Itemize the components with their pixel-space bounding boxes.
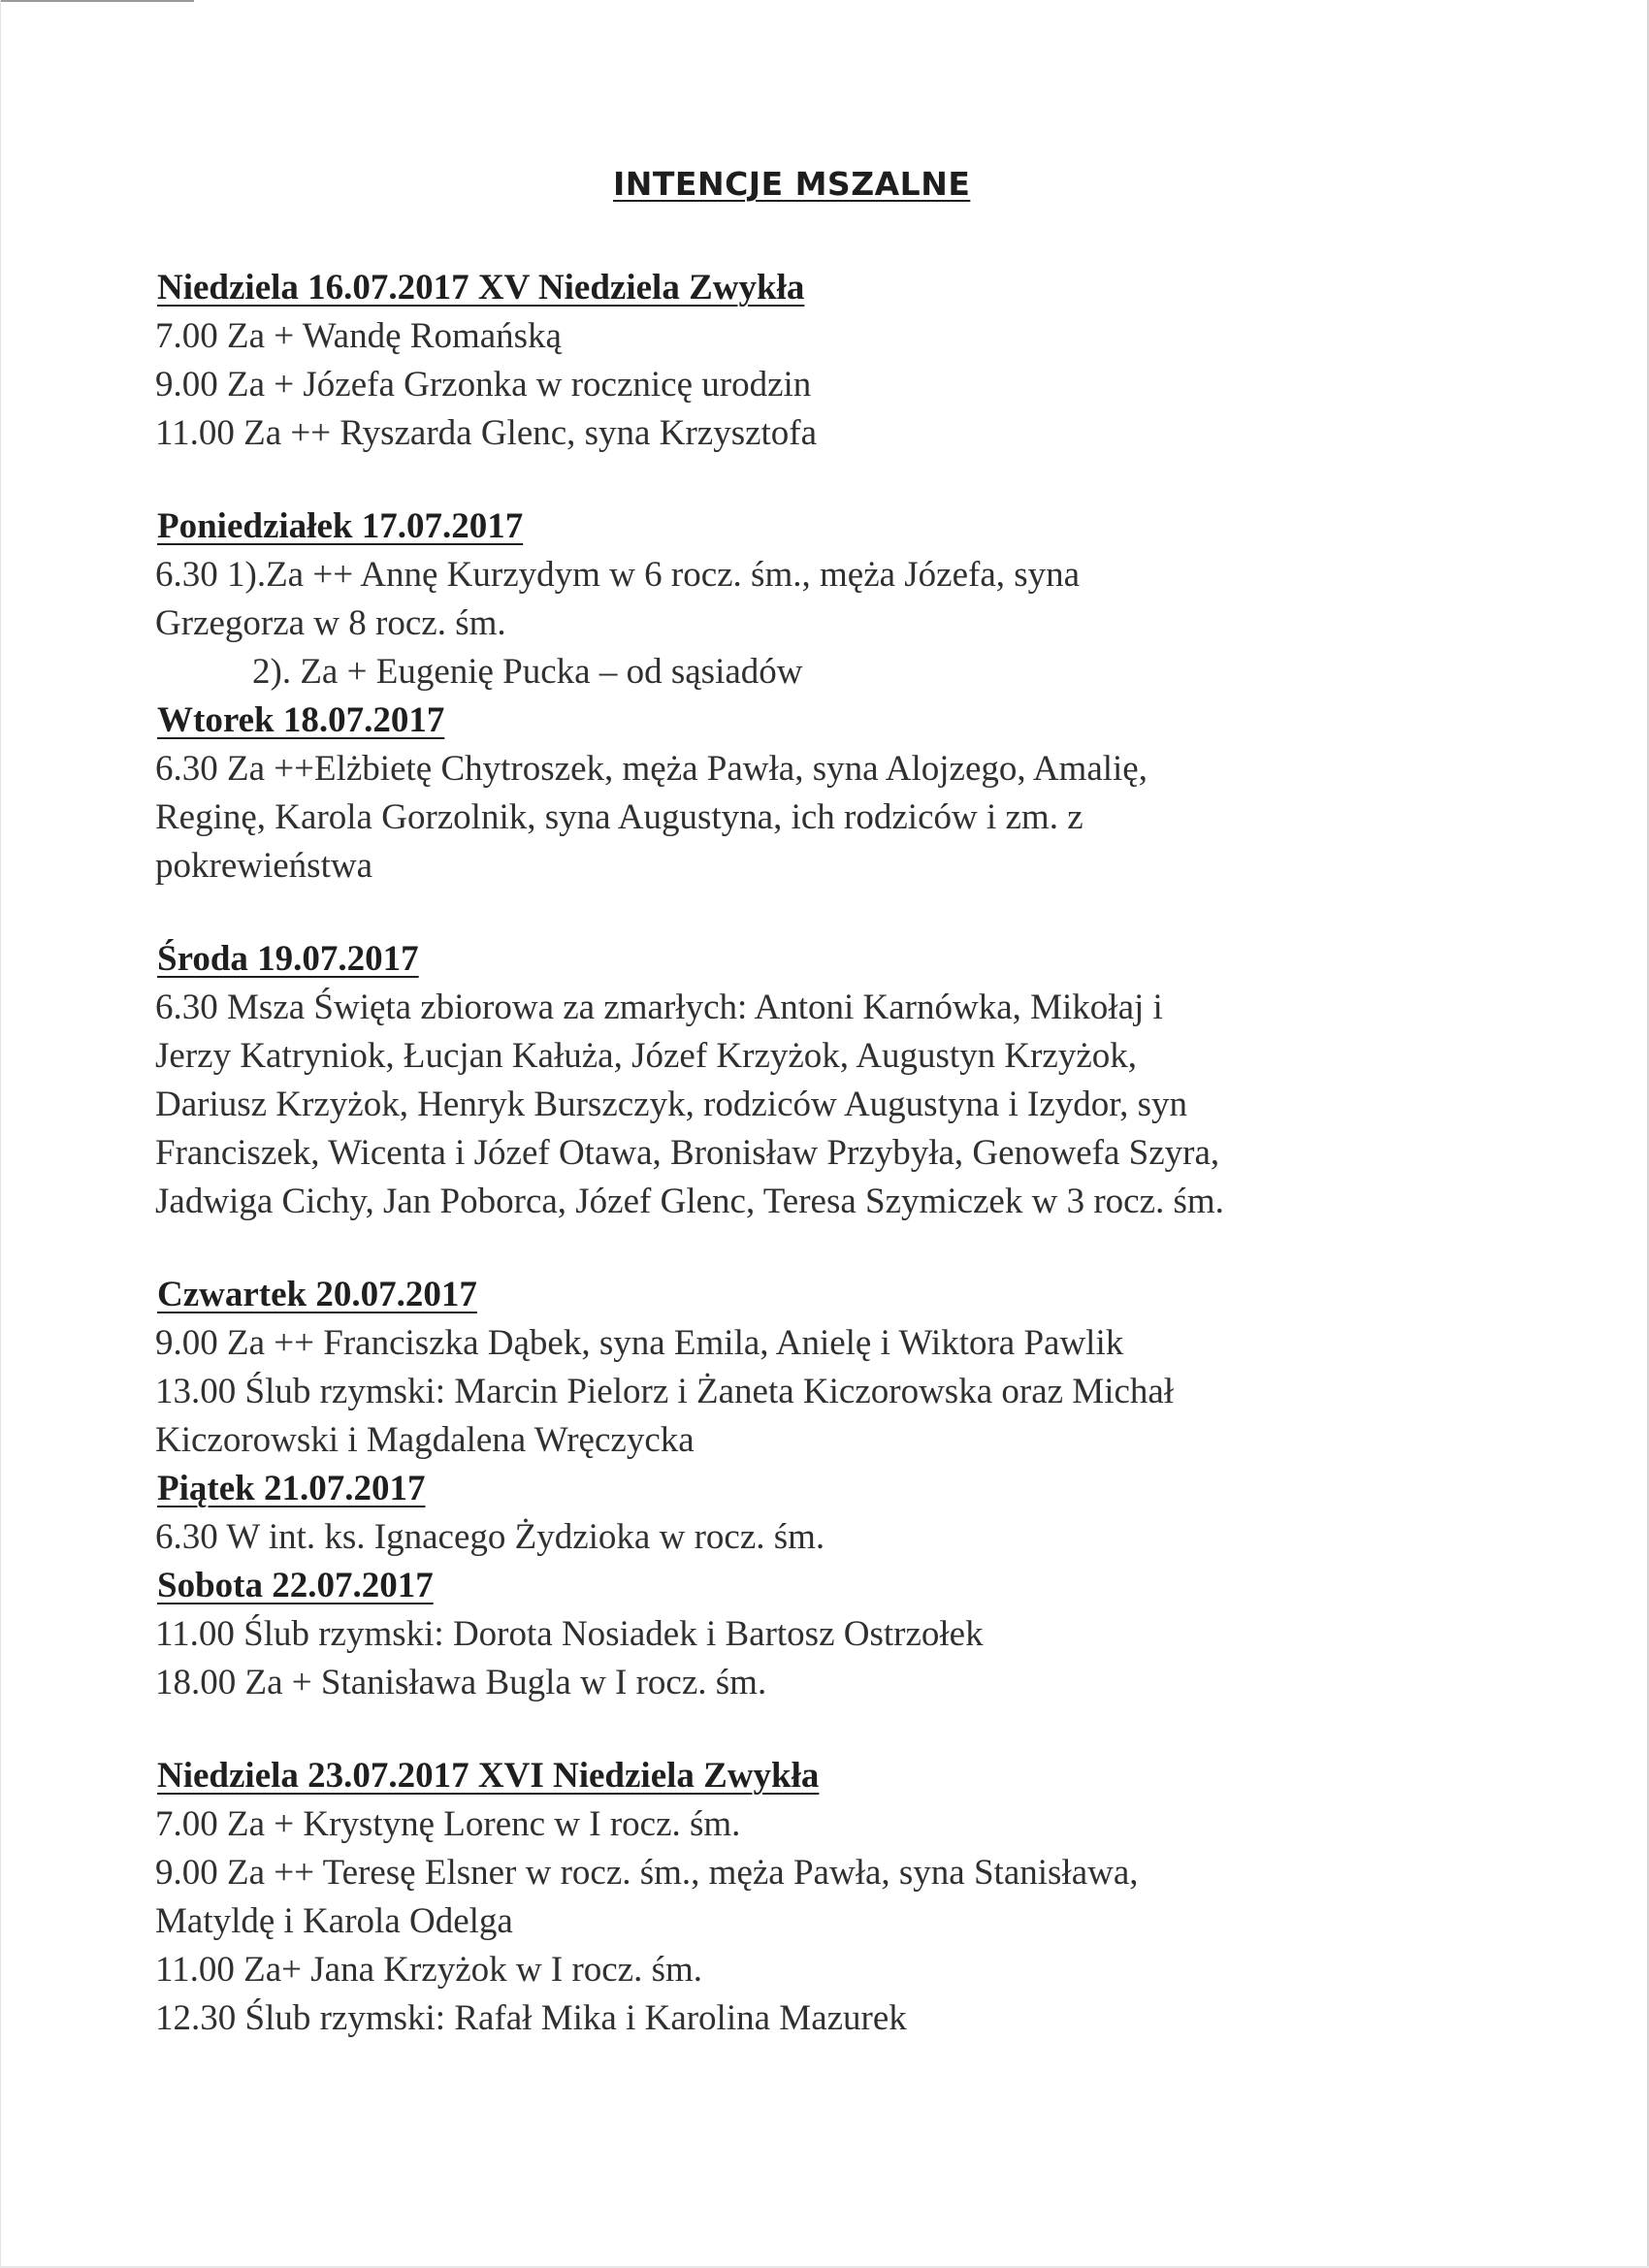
day-heading xyxy=(155,935,1610,984)
intention-line: Grzegorza w 8 rocz. śm. xyxy=(155,603,506,643)
intention-line: 18.00 Za + Stanisława Bugla w I rocz. śm. xyxy=(155,1663,767,1702)
intention-line: 6.30 Za ++Elżbietę Chytroszek, męża Pawła, syna Alojzego, Amalię, xyxy=(155,749,1148,789)
intention-line: 6.30 Msza Święta zbiorowa za zmarłych: Antoni Karnówka, Mikołaj i xyxy=(155,988,1163,1027)
day-heading-text: Środa 19.07.2017 xyxy=(157,939,419,979)
day-heading-text: Piątek 21.07.2017 xyxy=(157,1469,426,1508)
intention-line: 7.00 Za + Krystynę Lorenc w I rocz. śm. xyxy=(155,1804,741,1844)
day-heading-text: Wtorek 18.07.2017 xyxy=(157,700,445,740)
section-spacer xyxy=(155,1707,1610,1752)
day-section-saturday xyxy=(155,1562,1610,1707)
day-section-thursday xyxy=(155,1271,1610,1465)
intention-line: Franciszek, Wicenta i Józef Otawa, Bronisław Przybyła, Genowefa Szyra, xyxy=(155,1133,1220,1173)
intention-line: 9.00 Za ++ Franciszka Dąbek, syna Emila, Anielę i Wiktora Pawlik xyxy=(155,1323,1124,1363)
day-heading xyxy=(155,1562,1610,1610)
intention-line: Reginę, Karola Gorzolnik, syna Augustyna, ich rodziców i zm. z xyxy=(155,797,1083,837)
intention-line: Jadwiga Cichy, Jan Poborca, Józef Glenc, Teresa Szymiczek w 3 rocz. śm. xyxy=(155,1182,1224,1221)
intention-line: pokrewieństwa xyxy=(155,846,372,886)
intention-line: 6.30 W int. ks. Ignacego Żydzioka w rocz. śm. xyxy=(155,1517,825,1557)
day-heading xyxy=(155,697,1610,745)
intention-line: 9.00 Za ++ Teresę Elsner w rocz. śm., męża Pawła, syna Stanisława, xyxy=(155,1853,1139,1893)
intention-line: Jerzy Katryniok, Łucjan Kałuża, Józef Krzyżok, Augustyn Krzyżok, xyxy=(155,1036,1138,1076)
intention-line: 9.00 Za + Józefa Grzonka w rocznicę urodzin xyxy=(155,365,812,405)
day-heading-text: Sobota 22.07.2017 xyxy=(157,1566,434,1605)
section-spacer xyxy=(155,458,1610,502)
day-section-sunday-16 xyxy=(155,264,1610,458)
intentions-list xyxy=(155,264,1610,2043)
day-section-friday xyxy=(155,1465,1610,1562)
day-section-tuesday xyxy=(155,697,1610,891)
day-heading xyxy=(155,502,1610,551)
day-section-sunday-23 xyxy=(155,1752,1610,2043)
intention-line: Dariusz Krzyżok, Henryk Burszczyk, rodziców Augustyna i Izydor, syn xyxy=(155,1085,1188,1124)
day-section-monday xyxy=(155,502,1610,697)
intention-line: Kiczorowski i Magdalena Wręczycka xyxy=(155,1420,695,1460)
section-spacer xyxy=(155,891,1610,935)
day-heading-text: Niedziela 23.07.2017 XVI Niedziela Zwykła xyxy=(157,1756,820,1796)
day-heading-text: Czwartek 20.07.2017 xyxy=(157,1275,477,1314)
intention-line: 12.30 Ślub rzymski: Rafał Mika i Karolina Mazurek xyxy=(155,1998,907,2038)
scan-edge-left xyxy=(0,0,1,2268)
day-heading xyxy=(155,1465,1610,1513)
day-heading xyxy=(155,264,1610,312)
section-spacer xyxy=(155,1226,1610,1271)
day-section-wednesday xyxy=(155,935,1610,1226)
intention-line: 11.00 Za+ Jana Krzyżok w I rocz. śm. xyxy=(155,1950,703,1990)
intention-line: Matyldę i Karola Odelga xyxy=(155,1901,513,1941)
intention-line: 11.00 Ślub rzymski: Dorota Nosiadek i Bartosz Ostrzołek xyxy=(155,1614,984,1654)
intention-line: 2). Za + Eugenię Pucka – od sąsiadów xyxy=(252,652,803,692)
scan-edge-top xyxy=(0,0,194,2)
intention-line: 6.30 1).Za ++ Annę Kurzydym w 6 rocz. śm., męża Józefa, syna xyxy=(155,555,1081,595)
day-heading xyxy=(155,1752,1610,1800)
page-title: INTENCJE MSZALNE xyxy=(613,165,971,203)
intention-line: 11.00 Za ++ Ryszarda Glenc, syna Krzysztofa xyxy=(155,413,818,453)
day-heading-text: Poniedziałek 17.07.2017 xyxy=(157,506,524,546)
day-heading xyxy=(155,1271,1610,1319)
day-heading-text: Niedziela 16.07.2017 XV Niedziela Zwykła xyxy=(157,268,805,308)
intention-line: 13.00 Ślub rzymski: Marcin Pielorz i Żaneta Kiczorowska oraz Michał xyxy=(155,1372,1175,1411)
intention-line: 7.00 Za + Wandę Romańską xyxy=(155,316,562,356)
